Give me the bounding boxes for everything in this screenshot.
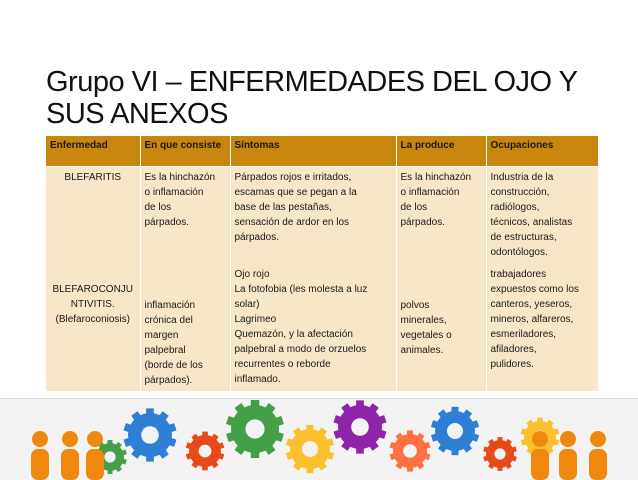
gear-icon: [186, 432, 225, 471]
header-la-produce: La produce: [396, 136, 486, 167]
table-header-row: [46, 136, 598, 167]
gear-icon: [226, 400, 284, 458]
gear-icon: [333, 400, 386, 453]
cell-text: Es la hinchazón o inflamación de los párpados.: [400, 172, 472, 228]
cell-text: inflamación crónica del margen palpebral (borde de los párpados).: [144, 300, 203, 386]
header-en-que-consiste: En que consiste: [140, 136, 230, 167]
slide-title-line-2: SUS ANEXOS: [46, 98, 228, 130]
cell-text: BLEFAROCONJU NTIVITIS. (Blefaroconiosis): [52, 284, 134, 325]
header-enfermedad: Enfermedad: [46, 136, 140, 167]
cell-text: trabajadores expuestos como los canteros, yeseros, mineros, alfareros, esmeriladores, afiladores, pulidores.: [490, 269, 579, 370]
gear-icon: [123, 408, 176, 461]
teamwork-gears-illustration: [0, 398, 638, 480]
disease-table: [46, 136, 598, 391]
header-sintomas: Síntomas: [230, 136, 396, 167]
table-cell-sintomas: [230, 167, 396, 392]
person-figure-icon: [61, 431, 79, 480]
person-figure-icon: [559, 431, 577, 480]
gear-icon: [483, 437, 517, 471]
cell-text: polvos minerales, vegetales o animales.: [400, 300, 452, 356]
person-figure-icon: [86, 431, 104, 480]
cell-text: Párpados rojos e irritados, escamas que se pegan a la base de las pestañas, sensación de ardor en los párpados.: [234, 172, 357, 243]
person-figure-icon: [589, 431, 607, 480]
teamwork-gears-icon: [0, 399, 638, 480]
cell-text: Es la hinchazón o inflamación de los párpados.: [144, 172, 216, 228]
gear-icon: [286, 425, 334, 473]
cell-text: Ojo rojo La fotofobia (les molesta a luz solar) Lagrimeo Quemazón, y la afectación palpebral a modo de orzuelos recurrentes o reborde inflamado.: [234, 269, 368, 385]
cell-text: Industria de la construcción, radiólogos, técnicos, analistas de estructuras, odontólogos.: [490, 172, 573, 258]
slide-title-line-1: Grupo VI – ENFERMEDADES DEL OJO Y: [46, 66, 578, 98]
person-figure-icon: [31, 431, 49, 480]
table-cell-enfermedad: [46, 167, 140, 392]
table-row: [46, 167, 598, 392]
table-cell-ocupaciones: [486, 167, 598, 392]
gear-icon: [431, 407, 479, 455]
gear-icon: [390, 430, 431, 471]
table-cell-produce: [396, 167, 486, 392]
table-cell-consiste: [140, 167, 230, 392]
header-ocupaciones: Ocupaciones: [486, 136, 598, 167]
person-figure-icon: [531, 431, 549, 480]
slide-title: [46, 66, 616, 130]
cell-text: BLEFARITIS: [64, 172, 122, 183]
top-band: [0, 0, 638, 42]
